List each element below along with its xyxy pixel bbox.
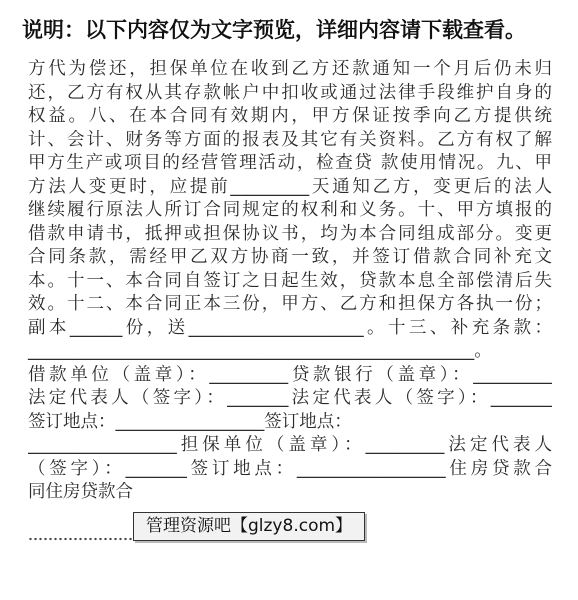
contract-text-line: _________________担保单位（盖章）：_________法定代表人: [28, 435, 552, 455]
contract-text-line: 权益。八、在本合同有效期内，甲方保证按季向乙方提供统: [28, 106, 552, 126]
contract-text-line: 方代为偿还，担保单位在收到乙方还款通知一个月后仍未归: [28, 59, 552, 79]
contract-text-line: （签字）：_______签订地点：_________________住房贷款合: [28, 458, 552, 479]
contract-text-line: 效。十二、本合同正本三份，甲方、乙方和担保方各执一份；: [28, 294, 552, 314]
contract-text-line: ___________________________________________________。: [28, 341, 492, 361]
contract-text-line: 借款申请书，抵押或担保协议书，均为本合同组成部分。变更: [28, 223, 552, 244]
contract-text-line: 还，乙方有权从其存款帐户中扣收或通过法律手段维护自身的: [28, 82, 552, 103]
contract-text-line: 副本______份，送____________________。十三、补充条款：: [28, 317, 552, 338]
site-watermark-badge[interactable]: 管理资源吧【glzy8.com】: [133, 512, 365, 541]
contract-text-line: 合同条款，需经甲乙双方协商一致，并签订借款合同补充文: [28, 247, 552, 267]
contract-text-line: 法定代表人（签字）：_______法定代表人（签字）：_______: [28, 388, 552, 408]
contract-text-line: 本。十一、本合同自签订之日起生效，贷款本息全部偿清后失: [28, 270, 552, 291]
contract-text-line: 方法人变更时，应提前_________天通知乙方，变更后的法人: [28, 176, 552, 197]
contract-text-body: [28, 58, 552, 505]
preview-notice-heading: 说明：以下内容仅为文字预览，详细内容请下载查看。: [22, 18, 526, 42]
contract-text-line: 甲方生产或项目的经营管理活动，检查贷 款使用情况。九、甲: [28, 153, 552, 173]
contract-text-line: 计、会计、财务等方面的报表及其它有关资料。乙方有权了解: [28, 129, 552, 150]
contract-text-line: 签订地点：_________________签订地点：: [28, 411, 352, 432]
contract-text-line: 借款单位（盖章）：_________贷款银行（盖章）：_________: [28, 364, 552, 385]
contract-text-line: 同住房贷款合: [28, 482, 133, 502]
contract-text-line: 继续履行原法人所订合同规定的权利和义务。十、甲方填报的: [28, 200, 552, 220]
